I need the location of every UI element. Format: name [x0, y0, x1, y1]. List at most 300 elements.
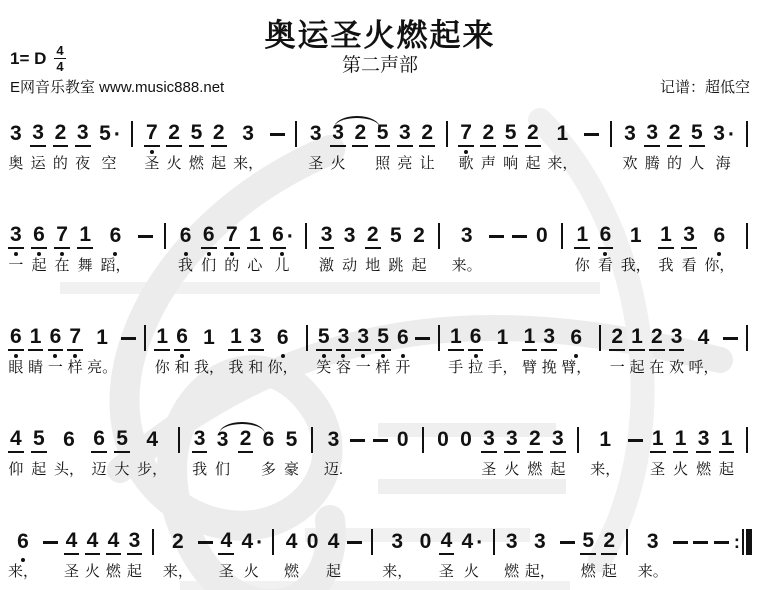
note-token	[238, 426, 254, 481]
note-token	[452, 222, 482, 277]
note-digit: 4	[106, 530, 122, 555]
note-digit: 1	[228, 326, 244, 351]
note-digit: 5	[375, 326, 391, 351]
note-digit: 2	[480, 122, 496, 147]
lyric-syllable: 起，	[524, 563, 555, 580]
note-token	[658, 222, 674, 277]
note-token	[316, 324, 332, 379]
note-token	[284, 426, 300, 481]
note-digit: 0	[437, 427, 449, 451]
barline	[489, 528, 499, 583]
note-token	[388, 222, 404, 277]
note-digit: 1	[28, 326, 44, 351]
music-system	[8, 528, 752, 583]
lyric-syllable: 我	[178, 257, 194, 274]
lyric-syllable: 起	[31, 461, 47, 478]
note-token	[673, 426, 689, 481]
note-token	[97, 120, 121, 175]
note-digit: 2	[352, 122, 368, 147]
lyric-syllable: 你，	[704, 257, 735, 274]
note-digit: 1	[673, 428, 689, 453]
note-token	[30, 120, 46, 175]
barline	[418, 426, 428, 481]
lyric-syllable: 海	[715, 155, 731, 172]
note-token	[561, 324, 591, 379]
note-digit: 2	[667, 122, 683, 147]
note-token	[48, 324, 64, 379]
lyric-syllable: 来，	[382, 563, 413, 580]
dash-note	[373, 426, 388, 481]
note-digit: 3	[669, 326, 685, 351]
note-digit: 4	[285, 529, 298, 553]
music-system	[8, 324, 752, 379]
lyric-syllable: 们	[201, 257, 217, 274]
note-digit: 3	[327, 427, 340, 451]
note-digit: 7	[144, 122, 160, 147]
note-token	[638, 528, 668, 583]
barline	[622, 528, 632, 583]
lyric-syllable: 你	[574, 257, 590, 274]
low-octave-dot	[474, 354, 478, 358]
lyric-syllable: 头，	[53, 461, 84, 478]
lyric-syllable: 奥	[8, 155, 24, 172]
low-octave-dot	[281, 354, 285, 358]
barline	[148, 528, 158, 583]
lyric-syllable: 臂	[521, 359, 537, 376]
note-token	[504, 426, 520, 481]
note-token	[395, 426, 411, 481]
note-digit: 1	[599, 427, 612, 451]
lyric-syllable: 样	[375, 359, 391, 376]
note-digit: 1	[658, 224, 674, 249]
low-octave-dot	[230, 252, 234, 256]
note-token	[284, 528, 300, 583]
lyric-syllable: 歌	[458, 155, 474, 172]
note-token	[201, 222, 217, 277]
note-digit: 4	[241, 529, 254, 553]
note-token	[352, 120, 368, 175]
note-token	[534, 222, 550, 277]
note-digit: 3	[646, 529, 659, 553]
note-digit: 3	[541, 326, 557, 351]
note-token	[8, 528, 38, 583]
lyric-syllable: 照	[375, 155, 391, 172]
note-token	[667, 120, 683, 175]
note-digit: 3	[391, 529, 404, 553]
note-digit: 2	[211, 122, 227, 147]
lyric-syllable: 在	[54, 257, 70, 274]
note-digit: 2	[172, 529, 184, 553]
note-token	[91, 426, 107, 481]
barline	[301, 222, 311, 277]
note-token	[397, 120, 413, 175]
note-digit: 1	[154, 326, 170, 351]
lyric-syllable: 圣	[218, 563, 234, 580]
note-token	[87, 324, 117, 379]
note-digit: 5	[114, 428, 130, 453]
note-digit: 5	[99, 121, 111, 145]
dot-after: ·	[256, 530, 264, 554]
note-token	[458, 120, 474, 175]
lyric-syllable: 看	[681, 257, 697, 274]
note-digit: 0	[419, 529, 432, 553]
note-token	[435, 426, 451, 481]
lyric-syllable: 和	[248, 359, 264, 376]
barline	[434, 222, 444, 277]
lyric-syllable: 呼，	[688, 359, 719, 376]
note-token	[77, 222, 93, 277]
note-digit: 7	[224, 224, 240, 249]
note-token	[194, 324, 224, 379]
note-digit: 5	[580, 530, 596, 555]
lyric-syllable: 来，	[8, 563, 39, 580]
note-token	[503, 120, 519, 175]
note-digit: 6	[262, 427, 275, 451]
note-digit: 4	[461, 529, 474, 553]
note-token	[127, 528, 143, 583]
low-octave-dot	[341, 354, 345, 358]
note-digit: 5	[503, 122, 519, 147]
note-token	[178, 222, 194, 277]
lyric-syllable: 欢	[669, 359, 685, 376]
note-digit: 3	[309, 121, 322, 145]
note-digit: 6	[179, 223, 192, 247]
low-octave-dot	[21, 558, 25, 562]
note-digit: 2	[649, 326, 665, 351]
dash-note	[560, 528, 575, 583]
lyric-syllable: 来，	[547, 155, 578, 172]
lyric-syllable: 圣	[438, 563, 454, 580]
note-token	[247, 222, 263, 277]
lyric-syllable: 豪	[283, 461, 299, 478]
lyric-syllable: 容	[335, 359, 351, 376]
lyric-syllable: 你	[154, 359, 170, 376]
barline	[742, 324, 752, 379]
note-token	[382, 528, 412, 583]
note-digit: 3	[504, 428, 520, 453]
lyric-syllable: 空	[101, 155, 117, 172]
dash-note	[270, 120, 285, 175]
lyric-syllable: 们	[215, 461, 231, 478]
lyric-syllable: 起	[126, 563, 142, 580]
lyric-syllable: 地	[365, 257, 381, 274]
note-token	[419, 120, 435, 175]
note-digit: 3	[10, 121, 22, 145]
note-digit: 1	[629, 223, 642, 247]
note-digit: 3	[192, 428, 208, 453]
note-digit: 3	[127, 530, 143, 555]
note-digit: 1	[496, 325, 509, 349]
lyric-syllable: 火	[84, 563, 100, 580]
note-digit: 6	[468, 326, 484, 351]
note-digit: 6	[396, 325, 409, 349]
lyric-syllable: 火	[330, 155, 346, 172]
note-digit: 3	[681, 224, 697, 249]
voice-part-label: 第二声部	[341, 55, 418, 76]
note-token	[375, 120, 391, 175]
dash-note	[347, 528, 362, 583]
note-digit: 2	[525, 122, 541, 147]
note-digit: 6	[31, 224, 47, 249]
note-token	[629, 324, 645, 379]
note-digit: 6	[270, 224, 286, 249]
note-token	[233, 120, 263, 175]
barline	[160, 222, 170, 277]
lyric-syllable: 燃	[527, 461, 543, 478]
note-digit: 4	[439, 530, 455, 555]
lyric-syllable: 起	[629, 359, 645, 376]
barline	[127, 120, 137, 175]
barline	[742, 222, 752, 277]
note-digit: 2	[53, 122, 69, 147]
lyric-syllable: 圣	[63, 563, 79, 580]
lyric-syllable: 迈	[91, 461, 107, 478]
lyric-syllable: 步，	[137, 461, 168, 478]
dash-note	[43, 528, 58, 583]
lyric-syllable: 圣	[481, 461, 497, 478]
note-digit: 3	[696, 428, 712, 453]
note-digit: 1	[522, 326, 538, 351]
note-digit: 2	[365, 224, 381, 249]
note-digit: 3	[8, 224, 24, 249]
lyric-syllable: 儿	[274, 257, 290, 274]
lyric-syllable: 起	[411, 257, 427, 274]
note-digit: 6	[713, 223, 726, 247]
lyric-syllable: 运	[30, 155, 46, 172]
note-token	[480, 120, 496, 175]
note-digit: 3	[30, 122, 46, 147]
note-digit: 4	[327, 529, 340, 553]
note-digit: 5	[689, 122, 705, 147]
lyric-syllable: 蹈，	[100, 257, 131, 274]
note-token	[211, 120, 227, 175]
note-token	[215, 426, 231, 481]
note-token	[174, 324, 190, 379]
dash-note	[415, 324, 430, 379]
lyric-syllable: 燃	[284, 563, 300, 580]
music-system	[8, 222, 752, 277]
note-token	[137, 426, 167, 481]
dash-note	[723, 324, 738, 379]
note-digit: 5	[189, 122, 205, 147]
barline	[291, 120, 301, 175]
lyric-syllable: 亮	[397, 155, 413, 172]
lyric-syllable: 燃	[696, 461, 712, 478]
lyric-syllable: 眼	[8, 359, 24, 376]
note-digit: 1	[96, 325, 108, 349]
note-token	[696, 426, 712, 481]
lyric-syllable: 我	[658, 257, 674, 274]
lyric-syllable: 跳	[388, 257, 404, 274]
note-digit: 2	[419, 122, 435, 147]
lyric-syllable: 夜	[75, 155, 91, 172]
note-token	[192, 426, 208, 481]
note-digit: 6	[91, 428, 107, 453]
lyric-syllable: 的	[224, 257, 240, 274]
low-octave-dot	[361, 354, 365, 358]
note-token	[550, 426, 566, 481]
note-digit: 2	[527, 428, 543, 453]
note-digit: 2	[238, 428, 254, 453]
lyric-syllable: 燃	[188, 155, 204, 172]
note-digit: 2	[601, 530, 617, 555]
note-digit: 6	[201, 224, 217, 249]
dash-note	[489, 222, 504, 277]
note-token	[218, 528, 234, 583]
note-token	[228, 324, 244, 379]
note-token	[719, 426, 735, 481]
lyric-syllable: 火	[463, 563, 479, 580]
note-digit: 6	[109, 223, 122, 247]
lyric-syllable: 手，	[487, 359, 518, 376]
note-digit: 3	[355, 326, 371, 351]
low-octave-dot	[113, 252, 117, 256]
barline	[140, 324, 150, 379]
time-signature-top: 4	[56, 43, 64, 58]
lyric-syllable: 我，	[193, 359, 224, 376]
note-digit: 1	[77, 224, 93, 249]
lyric-syllable: 一	[355, 359, 371, 376]
lyric-syllable: 挽	[541, 359, 557, 376]
lyric-syllable: 的	[52, 155, 68, 172]
note-token	[689, 120, 705, 175]
note-token	[8, 222, 24, 277]
note-digit: 5	[316, 326, 332, 351]
lyric-syllable: 心	[247, 257, 263, 274]
lyric-syllable: 动	[342, 257, 358, 274]
note-token	[305, 528, 321, 583]
note-token	[650, 426, 666, 481]
note-digit: 6	[276, 325, 289, 349]
note-digit: 7	[67, 326, 83, 351]
low-octave-dot	[14, 354, 18, 358]
note-digit: 4	[697, 325, 710, 349]
note-token	[31, 222, 47, 277]
note-token	[365, 222, 381, 277]
note-digit: 6	[48, 326, 64, 351]
note-token	[8, 324, 24, 379]
song-title: 奥运圣火燃起来	[264, 18, 496, 53]
lyric-syllable: 一	[47, 359, 63, 376]
barline	[434, 324, 444, 379]
lyric-syllable: 火	[166, 155, 182, 172]
note-token	[598, 222, 614, 277]
note-digit: 3	[624, 121, 636, 145]
note-token	[54, 222, 70, 277]
lyric-syllable: 我	[192, 461, 208, 478]
note-token	[689, 324, 719, 379]
note-token	[669, 324, 685, 379]
note-token	[144, 120, 160, 175]
lyric-syllable: 多	[260, 461, 276, 478]
note-digit: 4	[64, 530, 80, 555]
note-digit: 1	[719, 428, 735, 453]
note-token	[601, 528, 617, 583]
dash-note	[714, 528, 729, 583]
low-octave-dot	[37, 252, 41, 256]
note-token	[488, 324, 518, 379]
lyric-syllable: 腾	[644, 155, 660, 172]
lyric-syllable: 开	[395, 359, 411, 376]
note-token	[342, 222, 358, 277]
dot-after: ·	[286, 224, 294, 248]
note-digit: 1	[556, 121, 569, 145]
note-digit: 0	[306, 529, 319, 553]
key-label: 1= D	[10, 48, 47, 68]
note-token	[270, 222, 294, 277]
note-digit: 5	[31, 428, 47, 453]
note-token	[53, 120, 69, 175]
note-digit: 2	[166, 122, 182, 147]
transcriber-text: 记谱：超低空	[659, 79, 750, 96]
note-digit: 1	[448, 326, 464, 351]
note-token	[439, 528, 455, 583]
note-token	[541, 324, 557, 379]
note-token	[163, 528, 193, 583]
lyric-syllable: 圣	[308, 155, 324, 172]
key-signature	[10, 44, 66, 73]
dash-note	[350, 426, 365, 481]
note-token	[261, 426, 277, 481]
lyric-syllable: 火	[243, 563, 259, 580]
lyric-syllable: 我，	[620, 257, 651, 274]
lyric-syllable: 起	[31, 257, 47, 274]
lyric-syllable: 手	[448, 359, 464, 376]
low-octave-dot	[180, 354, 184, 358]
note-token	[574, 222, 590, 277]
dash-note	[198, 528, 213, 583]
info-row	[10, 76, 750, 97]
note-token	[458, 426, 474, 481]
low-octave-dot	[53, 354, 57, 358]
note-digit: 6	[570, 325, 583, 349]
lyric-syllable: 睛	[28, 359, 44, 376]
note-digit: 3	[216, 427, 229, 451]
dash-note	[121, 324, 136, 379]
note-token	[411, 222, 427, 277]
note-digit: 0	[460, 427, 472, 451]
lyric-syllable: 燃	[504, 563, 520, 580]
barline	[606, 120, 616, 175]
barline	[367, 528, 377, 583]
note-token	[609, 324, 625, 379]
note-token	[268, 324, 298, 379]
barline	[442, 120, 452, 175]
note-token	[100, 222, 130, 277]
lyric-syllable: 起	[550, 461, 566, 478]
lyric-syllable: 激	[319, 257, 335, 274]
note-token	[75, 120, 91, 175]
lyric-syllable: 声	[480, 155, 496, 172]
low-octave-dot	[574, 354, 578, 358]
note-digit: 3	[533, 529, 546, 553]
note-digit: 5	[390, 223, 402, 247]
note-token	[649, 324, 665, 379]
lyric-syllable: 一	[609, 359, 625, 376]
lyric-syllable: 你，	[267, 359, 298, 376]
lyric-syllable: 起	[525, 155, 541, 172]
lyric-syllable: 来，	[233, 155, 264, 172]
note-token	[224, 222, 240, 277]
note-token	[106, 528, 122, 583]
note-digit: 6	[8, 326, 24, 351]
note-digit: 3	[460, 223, 473, 247]
note-token	[504, 528, 520, 583]
note-digit: 3	[242, 121, 254, 145]
lyric-syllable: 亮。	[87, 359, 118, 376]
note-token	[590, 426, 620, 481]
note-token	[448, 324, 464, 379]
